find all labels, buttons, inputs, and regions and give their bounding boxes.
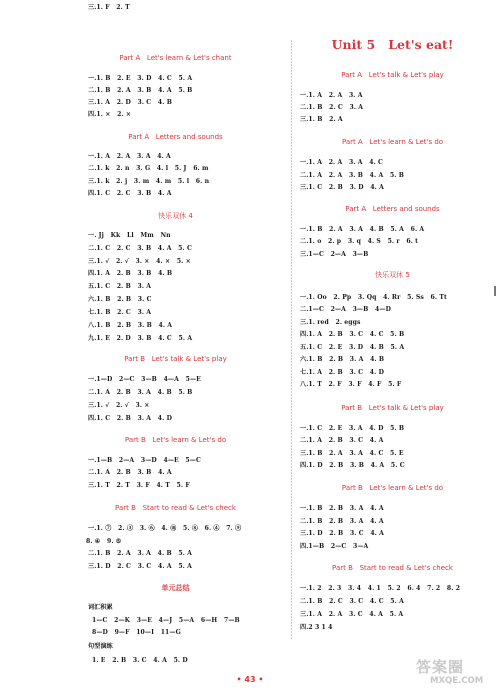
section-heading: Part B Let's learn & Let's do <box>341 484 444 492</box>
answer-line: 一.1. B 2. E 3. D 4. C 5. A <box>88 75 193 82</box>
answer-line: 七.1. B 2. C 3. A <box>88 309 152 316</box>
section-heading: 单元总结 <box>161 584 190 592</box>
answer-line: 三.1—C 2—A 3—B <box>300 251 369 258</box>
section-heading: Part A Let's learn & Let's do <box>341 138 444 146</box>
answer-line: 一.1. A 2. A 3. A 4. A <box>88 153 171 160</box>
answer-line: 三.1. F 2. T <box>88 4 130 11</box>
answer-line: 二.1. A 2. B 3. A 4. B 5. B <box>88 389 193 396</box>
section-heading: Part B Let's learn & Let's do <box>124 436 227 444</box>
answer-line: 一.1. B 2. A 3. A 4. B 5. A 6. A <box>300 226 425 233</box>
answer-line: 六.1. B 2. B 3. C <box>88 296 152 303</box>
section-heading: Part B Start to read & Let's check <box>115 504 236 512</box>
answer-line: 四.1. A 2. B 3. B 4. B <box>88 270 173 277</box>
subheading: 句型演练 <box>88 643 113 650</box>
answer-line: 三.1. A 2. A 3. C 4. A 5. A <box>300 611 404 618</box>
answer-line: 三.1. √ 2. √ 3. × 4. × 5. × <box>88 258 191 265</box>
answer-line: 八.1. T 2. F 3. F 4. F 5. F <box>300 381 402 388</box>
answer-line: 8. ④ 9. ⑤ <box>86 538 122 545</box>
answer-line: 三.1. red 2. eggs <box>300 319 361 326</box>
section-heading: Part B Let's talk & Let's play <box>341 404 444 412</box>
answer-line: 一.1—D 2—C 3—B 4—A 5—E <box>88 376 201 383</box>
answer-line: 1. E 2. B 3. C 4. A 5. D <box>92 657 188 664</box>
answer-line: 三.1. D 2. C 3. C 4. A 5. A <box>88 563 192 570</box>
answer-line: 8—D 9—F 10—I 11—G <box>92 629 181 636</box>
answer-line: 一. Jj Kk Ll Mm Nn <box>88 232 171 239</box>
section-heading: Part A Let's learn & Let's chant <box>119 54 232 62</box>
subheading: 词汇积累 <box>88 604 113 611</box>
answer-line: 二.1. o 2. p 3. q 4. S 5. r 6. t <box>300 238 419 245</box>
answer-line: 二.1. C 2. C 3. B 4. A 5. C <box>88 245 192 252</box>
answer-line: 三.1. k 2. j 3. m 4. m 5. l 6. n <box>88 178 210 185</box>
answer-line: 四.1. × 2. × <box>88 111 132 118</box>
answer-line: 三.1. B 2. A 3. A 4. C 5. E <box>300 450 404 457</box>
answer-line: 八.1. B 2. B 3. B 4. A <box>88 322 173 329</box>
section-heading: Part B Let's talk & Let's play <box>124 355 227 363</box>
answer-line: 1—C 2—K 3—E 4—J 5—A 6—H 7—B <box>92 617 240 624</box>
section-heading: 快乐双休 5 <box>375 271 410 279</box>
watermark-url: MXQE.COM <box>430 676 484 686</box>
answer-line: 三.1. √ 2. √ 3. × <box>88 402 150 409</box>
edge-mark <box>494 286 496 296</box>
section-heading: Part A Letters and sounds <box>345 205 440 213</box>
unit-title: Unit 5 Let's eat! <box>331 37 454 52</box>
answer-line: 四.1. A 2. B 3. C 4. C 5. B <box>300 331 405 338</box>
answer-line: 五.1. C 2. E 3. D 4. B 5. A <box>300 344 405 351</box>
page-number: • 43 • <box>236 675 264 684</box>
answer-line: 二.1. B 2. C 3. A <box>300 104 364 111</box>
answer-line: 二.1—C 2—A 3—B 4—D <box>300 306 391 313</box>
answer-line: 二.1. A 2. B 3. C 4. A <box>300 437 384 444</box>
answer-line: 三.1. A 2. D 3. C 4. B <box>88 99 172 106</box>
column-divider <box>291 40 292 640</box>
answer-line: 一.1. B 2. B 3. A 4. A <box>300 505 384 512</box>
answer-line: 一.1—B 2—A 3—D 4—E 5—C <box>88 457 201 464</box>
answer-line: 二.1. A 2. B 3. B 4. A <box>88 469 172 476</box>
answer-line: 二.1. B 2. A 3. B 4. A 5. B <box>88 87 193 94</box>
watermark <box>416 658 496 694</box>
answer-line: 四.2 3 1 4 <box>300 624 333 631</box>
answer-line: 二.1. B 2. B 3. A 4. A <box>300 518 384 525</box>
answer-line: 三.1. D 2. B 3. C 4. A <box>300 530 384 537</box>
section-heading: Part A Letters and sounds <box>128 133 223 141</box>
answer-line: 一.1. A 2. A 3. A <box>300 92 363 99</box>
answer-line: 一.1. ⑦ 2. ③ 3. ⑥ 4. ⑩ 5. ⑧ 6. ④ 7. ⑨ <box>88 525 242 532</box>
answer-line: 五.1. C 2. B 3. A <box>88 283 152 290</box>
section-heading: Part B Start to read & Let's check <box>332 564 453 572</box>
answer-line: 一.1. C 2. E 3. A 4. D 5. B <box>300 425 405 432</box>
answer-line: 一.1. Oo 2. Pp 3. Qq 4. Rr 5. Ss 6. Tt <box>300 294 447 301</box>
answer-line: 四.1. C 2. B 3. A 4. D <box>88 415 172 422</box>
answer-line: 一.1. 2 2. 3 3. 4 4. 1 5. 2 6. 4 7. 2 8. 2 <box>300 585 461 592</box>
answer-line: 二.1. B 2. C 3. C 4. C 5. A <box>300 598 404 605</box>
answer-line: 四.1. D 2. B 3. B 4. A 5. C <box>300 462 405 469</box>
answer-line: 二.1. k 2. n 3. G 4. l 5. J 6. m <box>88 165 209 172</box>
answer-line: 四.1—B 2—C 3—A <box>300 543 369 550</box>
answer-line: 三.1. B 2. A <box>300 116 343 123</box>
answer-line: 七.1. A 2. B 3. C 4. D <box>300 369 384 376</box>
answer-line: 六.1. B 2. B 3. A 4. B <box>300 356 385 363</box>
answer-line: 二.1. A 2. A 3. B 4. A 5. B <box>300 172 404 179</box>
answer-line: 四.1. C 2. C 3. B 4. A <box>88 190 172 197</box>
answer-line: 一.1. A 2. A 3. A 4. C <box>300 159 383 166</box>
answer-line: 九.1. E 2. D 3. B 4. C 5. A <box>88 335 193 342</box>
watermark-logo-text: 答案圈 <box>416 658 465 676</box>
answer-line: 二.1. B 2. A 3. A 4. B 5. A <box>88 550 192 557</box>
answer-line: 三.1. T 2. T 3. F 4. T 5. F <box>88 482 190 489</box>
answer-line: 三.1. C 2. B 3. D 4. A <box>300 184 384 191</box>
section-heading: 快乐双休 4 <box>158 212 193 220</box>
section-heading: Part A Let's talk & Let's play <box>341 71 444 79</box>
